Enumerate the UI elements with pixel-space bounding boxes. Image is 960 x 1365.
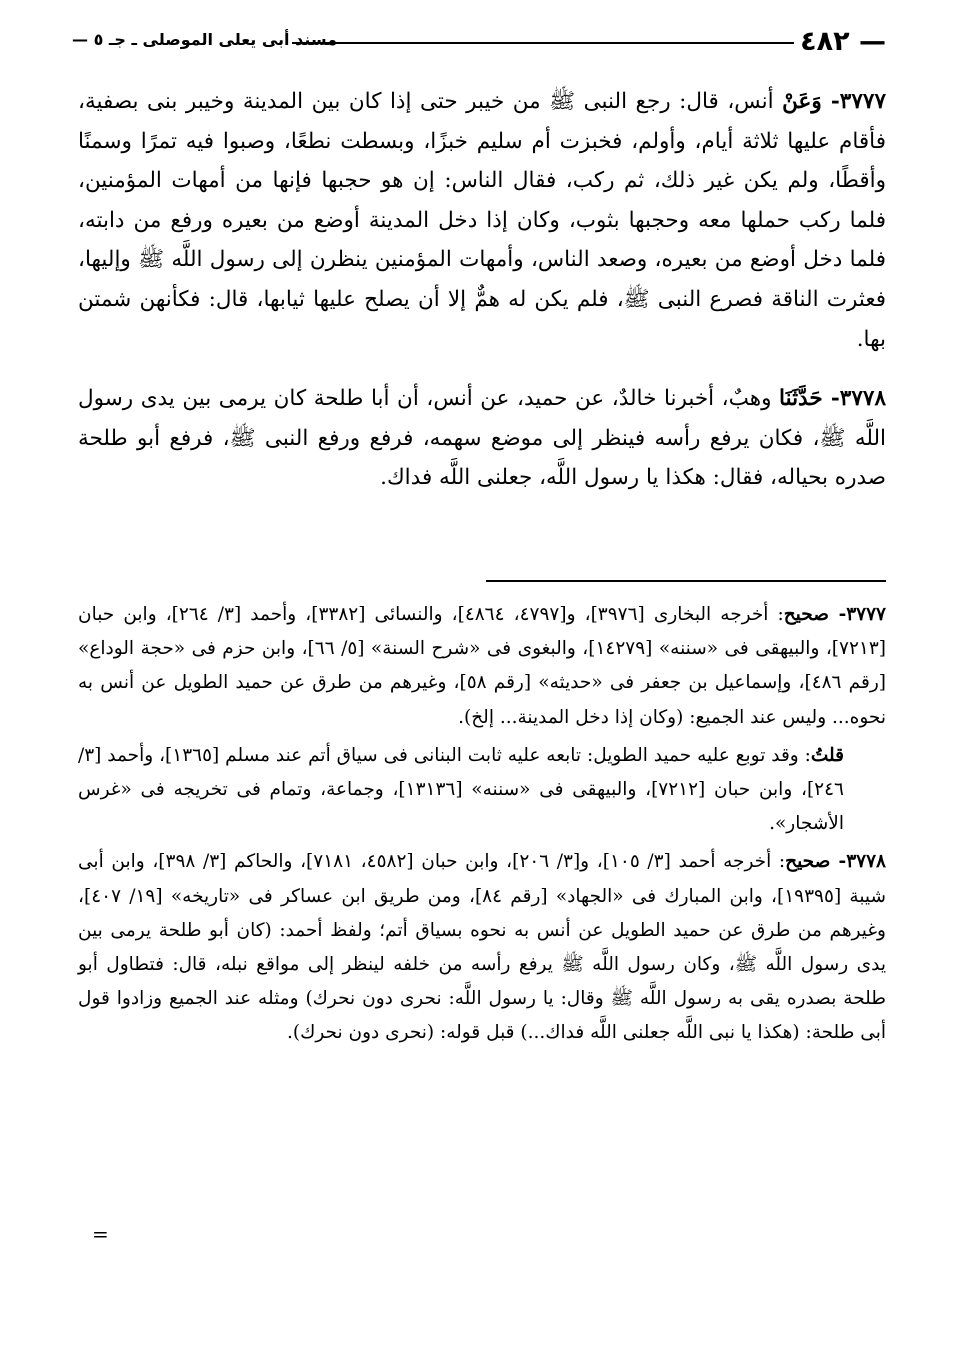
hadith-text: وهبٌ، أخبرنا خالدٌ، عن حميد، عن أنس، أن أبا طلحة كان يرمى بين يدى رسول اللَّه ﷺ، فكان يرفع رأسه فينظر إلى موضع سهمه، فرفع ورفع النبى ﷺ، فرفع أبو طلحة صدره بحياله، فقال: هكذا يا رسول اللَّه، جعلنى اللَّه فداك.	[78, 386, 886, 491]
footnote-text: : أخرجه أحمد [٣/ ١٠٥]، و[٣/ ٢٠٦]، وابن حبان [٤٥٨٢، ٧١٨١]، والحاكم [٣/ ٣٩٨]، وابن أبى شيبة [١٩٣٩٥]، وابن المبارك فى «الجهاد» [رقم ٨٤]، ومن طريق ابن عساكر فى «تاريخه» [١٩/ ٤٠٧]، وغيرهم من طرق عن حميد الطويل عن أنس به نحوه بسياق أتم؛ ولفظ أحمد: (كان أبو طلحة يرمى بين يدى رسول اللَّه ﷺ، وكان رسول اللَّه ﷺ يرفع رأسه من خلفه لينظر إلى مواقع نبله، قال: فتطاول أبو طلحة بصدره يقى به رسول اللَّه ﷺ وقال: يا رسول اللَّه: نحرى دون نحرك) ومثله عند الجميع وزادوا قول أبى طلحة: (هكذا يا نبى اللَّه جعلنى اللَّه فداك...) قبل قوله: (نحرى دون نحرك).	[78, 851, 886, 1044]
footnote-3778: ٣٧٧٨- صحيح: أخرجه أحمد [٣/ ١٠٥]، و[٣/ ٢٠٦]، وابن حبان [٤٥٨٢، ٧١٨١]، والحاكم [٣/ ٣٩٨]، وابن أبى شيبة [١٩٣٩٥]، وابن المبارك فى «الجهاد» [رقم ٨٤]، ومن طريق ابن عساكر فى «تاريخه» [١٩/ ٤٠٧]، وغيرهم من طرق عن حميد الطويل عن أنس به نحوه بسياق أتم؛ ولفظ أحمد: (كان أبو طلحة يرمى بين يدى رسول اللَّه ﷺ، وكان رسول اللَّه ﷺ يرفع رأسه من خلفه لينظر إلى مواقع نبله، قال: فتطاول أبو طلحة بصدره يقى به رسول اللَّه ﷺ وقال: يا رسول اللَّه: نحرى دون نحرك) ومثله عند الجميع وزادوا قول أبى طلحة: (هكذا يا نبى اللَّه جعلنى اللَّه فداك...) قبل قوله: (نحرى دون نحرك).	[78, 851, 886, 1044]
hadith-number: ٣٧٧٧	[839, 89, 886, 114]
footnote-3777: ٣٧٧٧- صحيح: أخرجه البخارى [٣٩٧٦]، و[٤٧٩٧، ٤٨٦٤]، والنسائى [٣٣٨٢]، وأحمد [٣/ ٢٦٤]، وابن حبان [٧٢١٣]، والبيهقى فى «سننه» [١٤٢٧٩]، والبغوى فى «شرح السنة» [٥/ ٦٦]، وابن حزم فى «حجة الوداع» [رقم ٤٨٦]، وإسماعيل بن جعفر فى «حديثه» [رقم ٥٨]، وغيرهم من طرق عن حميد الطويل عن أنس به نحوه... وليس عند الجميع: (وكان إذا دخل المدينة... إلخ).	[78, 604, 886, 728]
qultu-label: قلتُ	[810, 744, 844, 766]
footnote-qultu	[78, 739, 886, 842]
hadith-lead-word: حَدَّثَنَا	[779, 386, 823, 412]
hadith-number: ٣٧٧٨	[839, 386, 886, 412]
footnote-number: ٣٧٧٨	[846, 851, 886, 873]
hadith-lead-word: وَعَنْ	[782, 89, 822, 114]
footnote-separator	[486, 580, 886, 582]
page-number-value: ٤٨٢	[800, 26, 850, 57]
main-text	[78, 82, 886, 498]
header-dash-left: —	[72, 30, 88, 49]
hadith-text: أنس، قال: رجع النبى ﷺ من خيبر حتى إذا كان بين المدينة وخيبر بنى بصفية، فأقام عليها ثلاثة أيام، وأولم، فخبزت أم سليم خبزًا، وبسطت نطعًا، وصبوا فيه تمرًا وسمنًا وأقطًا، ولم يكن غير ذلك، ثم ركب، فقال الناس: إن هو حجبها فإنها من أمهات المؤمنين، فلما ركب حملها معه وحجبها بثوب، وكان إذا دخل المدينة أوضع من بعيره ورفع من دابته، فلما دخل أوضع من بعيره، وصعد الناس، وأمهات المؤمنين ينظرن إلى رسول اللَّه ﷺ وإليها، فعثرت الناقة فصرع النبى ﷺ، فلم يكن له همٌّ إلا أن يصلح عليها ثيابها، قال: فكأنهن شمتن بها.	[78, 89, 886, 352]
header-dash-right: —	[859, 26, 886, 57]
running-title	[72, 30, 337, 49]
continuation-mark: =	[92, 1222, 109, 1246]
footnotes	[78, 598, 886, 1051]
running-title-text: مسند أبى يعلى الموصلى ـ جـ ٥	[93, 30, 338, 49]
hadith-3777: ٣٧٧٧- وَعَنْ أنس، قال: رجع النبى ﷺ من خيبر حتى إذا كان بين المدينة وخيبر بنى بصفية، فأقام عليها ثلاثة أيام، وأولم، فخبزت أم سليم خبزًا، وبسطت نطعًا، وصبوا فيه تمرًا وسمنًا وأقطًا، ولم يكن غير ذلك، ثم ركب، فقال الناس: إن هو حجبها فإنها من أمهات المؤمنين، فلما ركب حملها معه وحجبها بثوب، وكان إذا دخل المدينة أوضع من بعيره ورفع من دابته، فلما دخل أوضع من بعيره، وصعد الناس، وأمهات المؤمنين ينظرن إلى رسول اللَّه ﷺ وإليها، فعثرت الناقة فصرع النبى ﷺ، فلم يكن له همٌّ إلا أن يصلح عليها ثيابها، قال: فكأنهن شمتن بها.	[78, 89, 886, 352]
hadith-3778: ٣٧٧٨- حَدَّثَنَا وهبٌ، أخبرنا خالدٌ، عن حميد، عن أنس، أن أبا طلحة كان يرمى بين يدى رسول اللَّه ﷺ، فكان يرفع رأسه فينظر إلى موضع سهمه، فرفع ورفع النبى ﷺ، فرفع أبو طلحة صدره بحياله، فقال: هكذا يا رسول اللَّه، جعلنى اللَّه فداك.	[78, 386, 886, 491]
page-number	[800, 26, 886, 57]
page-header	[72, 26, 886, 60]
footnote-grade: صحيح	[785, 851, 831, 873]
footnote-text: : أخرجه البخارى [٣٩٧٦]، و[٤٧٩٧، ٤٨٦٤]، والنسائى [٣٣٨٢]، وأحمد [٣/ ٢٦٤]، وابن حبان [٧٢١٣]، والبيهقى فى «سننه» [١٤٢٧٩]، والبغوى فى «شرح السنة» [٥/ ٦٦]، وابن حزم فى «حجة الوداع» [رقم ٤٨٦]، وإسماعيل بن جعفر فى «حديثه» [رقم ٥٨]، وغيرهم من طرق عن حميد الطويل عن أنس به نحوه... وليس عند الجميع: (وكان إذا دخل المدينة... إلخ).	[78, 604, 886, 728]
footnote-number: ٣٧٧٧	[846, 604, 886, 625]
header-rule	[292, 42, 794, 44]
qultu-text: : وقد توبع عليه حميد الطويل: تابعه عليه ثابت البنانى فى سياق أتم عند مسلم [١٣٦٥]، وأحمد [٣/ ٢٤٦]، وابن حبان [٧٢١٢]، والبيهقى فى «سننه» [١٣١٣٦]، وجماعة، وتمام فى تخريجه فى «غرس الأشجار».	[78, 744, 844, 835]
footnote-grade: صحيح	[783, 604, 829, 625]
